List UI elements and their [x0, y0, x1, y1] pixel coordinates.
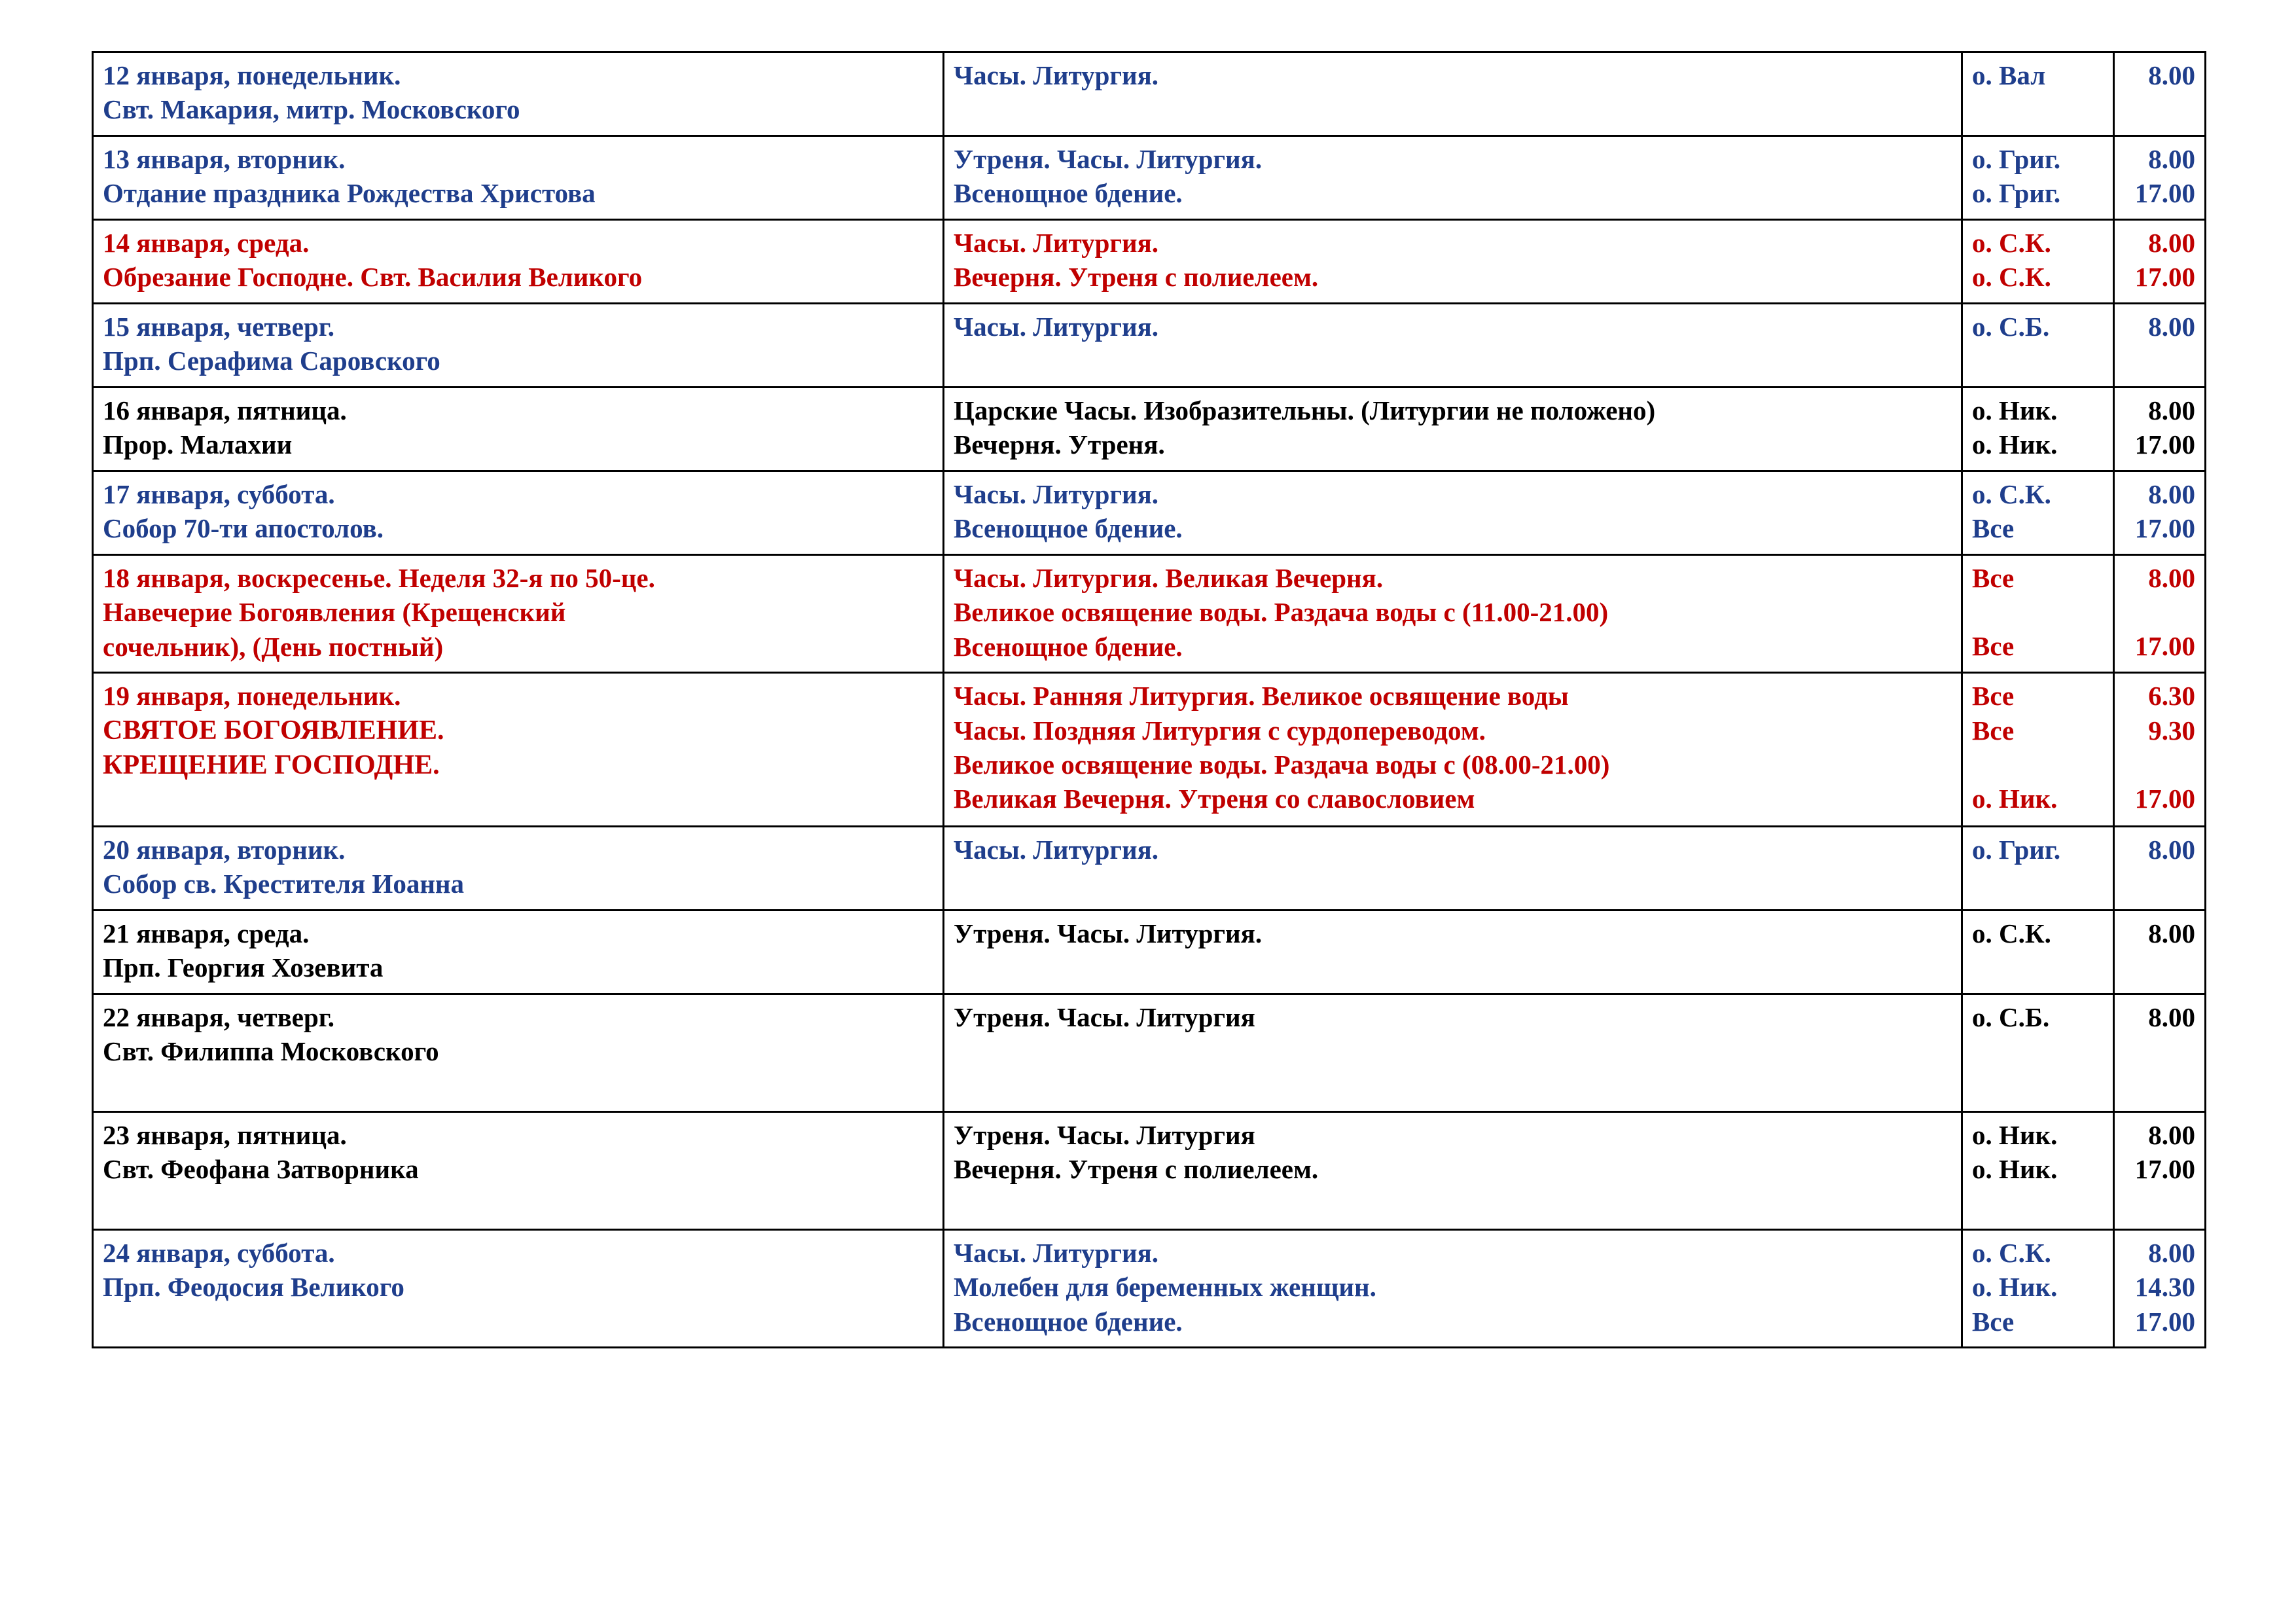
cell-services: Часы. Ранняя Литургия. Великое освящение воды Часы. Поздняя Литургия с сурдопереводом. Великое освящение воды. Раздача воды с (08.00-21.00) Великая Вечерня. Утреня со славословием: [944, 673, 1962, 827]
cell-priest: о. Ник. о. Ник.: [1962, 1111, 2114, 1229]
cell-priest: о. Вал: [1962, 52, 2114, 136]
table-row: [93, 673, 2206, 827]
cell-services: Часы. Литургия. Молебен для беременных женщин. Всенощное бдение.: [944, 1229, 1962, 1347]
cell-services: Утреня. Часы. Литургия Вечерня. Утреня с полиелеем.: [944, 1111, 1962, 1229]
cell-date: 20 января, вторник. Собор св. Крестителя Иоанна: [93, 827, 944, 911]
table-row: [93, 554, 2206, 672]
cell-time: 8.00 17.00: [2114, 471, 2206, 554]
cell-priest: о. С.Б.: [1962, 303, 2114, 387]
cell-time: 8.00 14.30 17.00: [2114, 1229, 2206, 1347]
cell-date: 15 января, четверг. Прп. Серафима Саровского: [93, 303, 944, 387]
cell-services: Царские Часы. Изобразительны. (Литургии не положено) Вечерня. Утреня.: [944, 387, 1962, 471]
cell-time: 8.00 17.00: [2114, 1111, 2206, 1229]
cell-priest: о. Ник. о. Ник.: [1962, 387, 2114, 471]
cell-priest: о. С.К. о. Ник. Все: [1962, 1229, 2114, 1347]
cell-priest: о. Григ. о. Григ.: [1962, 135, 2114, 219]
cell-services: Часы. Литургия. Всенощное бдение.: [944, 471, 1962, 554]
cell-priest: о. С.К. о. С.К.: [1962, 219, 2114, 303]
table-row: [93, 1111, 2206, 1229]
cell-date: 23 января, пятница. Свт. Феофана Затворника: [93, 1111, 944, 1229]
cell-priest: Все Все: [1962, 554, 2114, 672]
cell-date: 21 января, среда. Прп. Георгия Хозевита: [93, 910, 944, 994]
cell-priest: о. С.К. Все: [1962, 471, 2114, 554]
table-row: [93, 827, 2206, 911]
cell-date: 16 января, пятница. Прор. Малахии: [93, 387, 944, 471]
table-row: [93, 219, 2206, 303]
cell-time: 6.30 9.30 17.00: [2114, 673, 2206, 827]
cell-priest: о. С.К.: [1962, 910, 2114, 994]
cell-services: Часы. Литургия.: [944, 52, 1962, 136]
table-row: [93, 1229, 2206, 1347]
cell-services: Часы. Литургия.: [944, 303, 1962, 387]
table-row: [93, 303, 2206, 387]
cell-time: 8.00: [2114, 910, 2206, 994]
cell-time: 8.00 17.00: [2114, 554, 2206, 672]
cell-date: 17 января, суббота. Собор 70-ти апостолов.: [93, 471, 944, 554]
table-row: [93, 387, 2206, 471]
cell-time: 8.00: [2114, 994, 2206, 1111]
table-row: [93, 994, 2206, 1111]
cell-date: 12 января, понедельник. Свт. Макария, митр. Московского: [93, 52, 944, 136]
cell-date: 24 января, суббота. Прп. Феодосия Великого: [93, 1229, 944, 1347]
cell-services: Утреня. Часы. Литургия.: [944, 910, 1962, 994]
cell-services: Утреня. Часы. Литургия: [944, 994, 1962, 1111]
cell-time: 8.00 17.00: [2114, 135, 2206, 219]
cell-time: 8.00: [2114, 827, 2206, 911]
cell-date: 22 января, четверг. Свт. Филиппа Московского: [93, 994, 944, 1111]
schedule-table: [92, 51, 2206, 1348]
cell-services: Часы. Литургия. Вечерня. Утреня с полиелеем.: [944, 219, 1962, 303]
cell-time: 8.00 17.00: [2114, 219, 2206, 303]
cell-date: 18 января, воскресенье. Неделя 32-я по 50-це. Навечерие Богоявления (Крещенский сочельник), (День постный): [93, 554, 944, 672]
cell-services: Часы. Литургия. Великая Вечерня. Великое освящение воды. Раздача воды с (11.00-21.00) Всенощное бдение.: [944, 554, 1962, 672]
table-row: [93, 52, 2206, 136]
cell-date: 19 января, понедельник. СВЯТОЕ БОГОЯВЛЕНИЕ. КРЕЩЕНИЕ ГОСПОДНЕ.: [93, 673, 944, 827]
schedule-body: [93, 52, 2206, 1348]
cell-services: Утреня. Часы. Литургия. Всенощное бдение.: [944, 135, 1962, 219]
cell-priest: о. С.Б.: [1962, 994, 2114, 1111]
cell-time: 8.00: [2114, 303, 2206, 387]
cell-services: Часы. Литургия.: [944, 827, 1962, 911]
table-row: [93, 135, 2206, 219]
table-row: [93, 471, 2206, 554]
cell-time: 8.00: [2114, 52, 2206, 136]
cell-date: 13 января, вторник. Отдание праздника Рождества Христова: [93, 135, 944, 219]
table-row: [93, 910, 2206, 994]
cell-date: 14 января, среда. Обрезание Господне. Свт. Василия Великого: [93, 219, 944, 303]
cell-time: 8.00 17.00: [2114, 387, 2206, 471]
cell-priest: Все Все о. Ник.: [1962, 673, 2114, 827]
cell-priest: о. Григ.: [1962, 827, 2114, 911]
